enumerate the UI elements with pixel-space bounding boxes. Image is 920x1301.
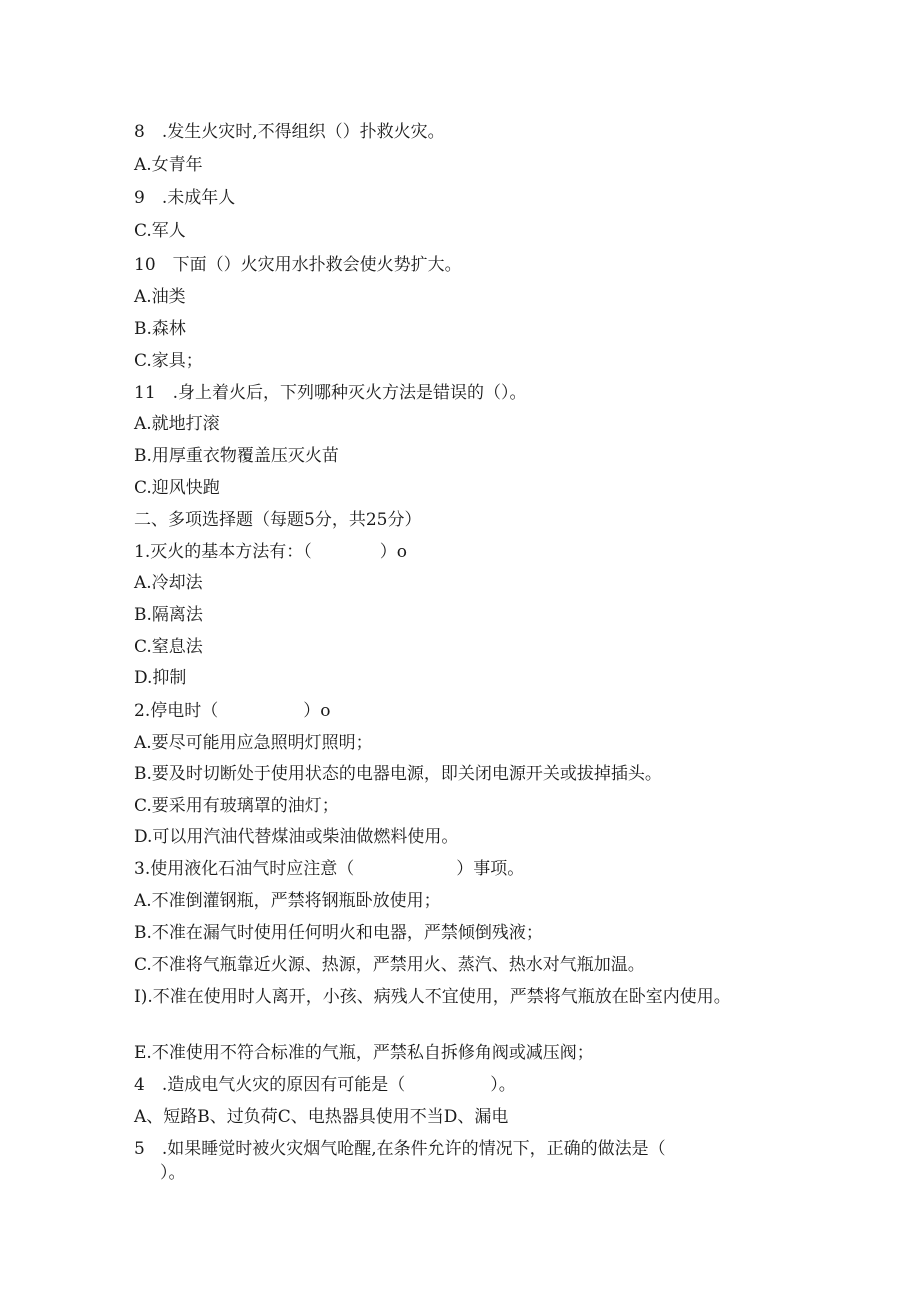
option-line: C.迎风快跑 xyxy=(134,478,220,498)
option-line: A.就地打滚 xyxy=(134,414,220,434)
option-line: A.女青年 xyxy=(134,155,203,175)
question-11: 11 .身上着火后，下列哪种灭火方法是错误的（）。 xyxy=(134,383,527,403)
option-line: A.冷却法 xyxy=(134,573,203,593)
option-line: C.要采用有玻璃罩的油灯； xyxy=(134,796,339,816)
option-line: A.要尽可能用应急照明灯照明； xyxy=(134,733,373,753)
option-line: D.抑制 xyxy=(134,668,187,688)
option-line: C.窒息法 xyxy=(134,637,203,657)
option-line: C.家具； xyxy=(134,351,203,371)
multi-question-3: 3.使用液化石油气时应注意（ ）事项。 xyxy=(134,859,525,879)
question-10: 10 下面（）火灾用水扑救会使火势扩大。 xyxy=(134,255,462,275)
multi-question-4: 4 .造成电气火灾的原因有可能是（ ）。 xyxy=(134,1075,516,1095)
question-9: 9 .未成年人 xyxy=(134,188,236,208)
option-line: B.不准在漏气时使用任何明火和电器，严禁倾倒残液； xyxy=(134,923,543,943)
option-line: C.军人 xyxy=(134,221,186,241)
option-line: B.隔离法 xyxy=(134,605,203,625)
option-line: C.不准将气瓶靠近火源、热源，严禁用火、蒸汽、热水对气瓶加温。 xyxy=(134,955,645,975)
option-line: I).不准在使用时人离开，小孩、病残人不宜使用，严禁将气瓶放在卧室内使用。 xyxy=(134,987,731,1007)
section-heading: 二、多项选择题（每题5分，共25分） xyxy=(134,510,422,530)
multi-question-5: 5 .如果睡觉时被火灾烟气呛醒,在条件允许的情况下，正确的做法是（ xyxy=(134,1139,666,1159)
question-continuation: ）。 xyxy=(160,1163,186,1183)
option-line: A、短路B、过负荷C、电热器具使用不当D、漏电 xyxy=(134,1107,509,1127)
option-line: A.不准倒灌钢瓶，严禁将钢瓶卧放使用； xyxy=(134,891,441,911)
option-line: B.用厚重衣物覆盖压灭火苗 xyxy=(134,446,339,466)
option-line: B.森林 xyxy=(134,319,186,339)
option-line: A.油类 xyxy=(134,287,186,307)
option-line: B.要及时切断处于使用状态的电器电源，即关闭电源开关或拔掉插头。 xyxy=(134,764,662,784)
multi-question-1: 1.灭火的基本方法有：（ ）o xyxy=(134,542,407,562)
question-8: 8 .发生火灾时,不得组织（）扑救火灾。 xyxy=(134,122,445,142)
multi-question-2: 2.停电时（ ）o xyxy=(134,701,331,721)
option-line: E.不准使用不符合标准的气瓶，严禁私自拆修角阀或减压阀； xyxy=(134,1043,594,1063)
option-line: D.可以用汽油代替煤油或柴油做燃料使用。 xyxy=(134,827,459,847)
